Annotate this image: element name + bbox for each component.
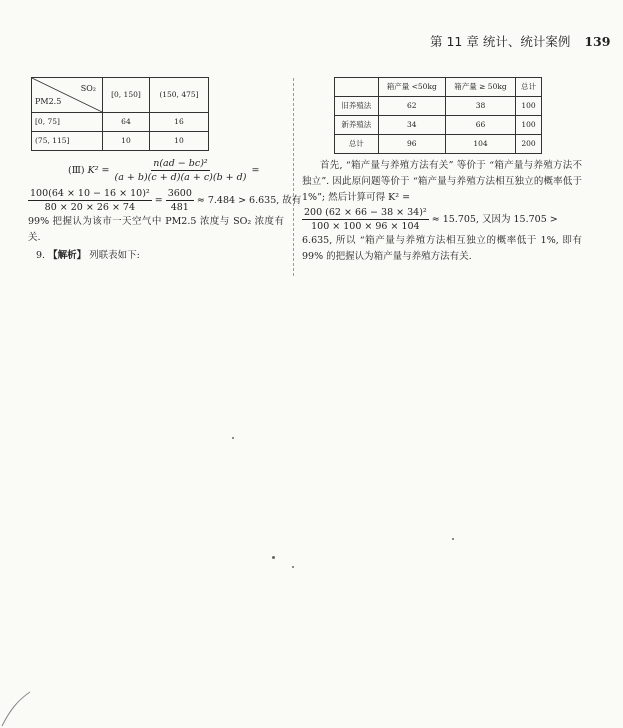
table-cell: 16 <box>149 113 208 132</box>
chapter-title: 统计、统计案例 <box>482 34 571 49</box>
table-cell: 200 <box>516 135 542 154</box>
table-cell: 104 <box>445 135 515 154</box>
scan-speck <box>232 437 234 439</box>
analysis-paragraph: 首先, “箱产量与养殖方法有关” 等价于 “箱产量与养殖方法不独立”. 因此原问题等价于 “箱产量与养殖方法相互独立的概率低于 1%”; 然后计算可得 K² = <box>302 160 582 203</box>
table-cell: 96 <box>378 135 445 154</box>
row-label: (75, 115] <box>32 132 103 151</box>
question-9-text: 列联表如下: <box>89 250 140 261</box>
col-header: (150, 475] <box>149 78 208 113</box>
column-divider <box>293 78 294 276</box>
col-header: 箱产量 ≥ 50kg <box>445 78 515 97</box>
pencil-scratch <box>0 670 40 728</box>
table-cell: 10 <box>103 132 150 151</box>
table-cell: 100 <box>516 97 542 116</box>
table-header-row <box>335 78 542 97</box>
table-row <box>335 116 542 135</box>
left-column <box>28 77 302 264</box>
simplified-denominator: 481 <box>170 202 189 213</box>
row-label: 新养殖法 <box>335 116 379 135</box>
scan-speck <box>292 566 294 568</box>
table-cell: 64 <box>103 113 150 132</box>
row-header-pm25: PM2.5 <box>35 97 62 106</box>
page-number: 139 <box>584 34 611 49</box>
equals-sign: = <box>154 194 163 206</box>
table-row <box>32 113 209 132</box>
calc-fraction <box>302 206 429 233</box>
question-9-intro <box>28 248 284 264</box>
col-header <box>335 78 379 97</box>
col-header: 总计 <box>516 78 542 97</box>
question-number: 9. <box>36 250 46 261</box>
k2-fraction <box>113 157 249 184</box>
table-cell: 10 <box>149 132 208 151</box>
col-header: 箱产量 <50kg <box>378 78 445 97</box>
col-header: [0, 150] <box>103 78 150 113</box>
conclusion-text: 99% 把握认为该市一天空气中 PM2.5 浓度与 SO₂ 浓度有关. <box>28 216 284 243</box>
pm25-so2-table <box>31 77 209 151</box>
table-cell: 66 <box>445 116 515 135</box>
equals-sign: = <box>251 164 260 176</box>
right-column <box>302 77 582 265</box>
calc-result: ≈ 7.484 > 6.635, 故有 <box>196 194 302 206</box>
page-header <box>430 32 610 50</box>
table-cell: 100 <box>516 116 542 135</box>
table-corner-cell <box>32 78 103 113</box>
table-cell: 34 <box>378 116 445 135</box>
table-cell: 38 <box>445 97 515 116</box>
yield-contingency-table <box>334 77 542 154</box>
calc-fraction <box>28 187 152 214</box>
table-row <box>335 135 542 154</box>
table-row <box>32 132 209 151</box>
row-label: 总计 <box>335 135 379 154</box>
scan-speck <box>272 556 275 559</box>
calc-numerator: 200 (62 × 66 − 38 × 34)² <box>304 207 427 218</box>
k2-lhs: K² = <box>87 164 110 176</box>
k2-formula <box>68 157 284 184</box>
simplified-fraction <box>166 187 194 214</box>
calc-denominator: 100 × 100 × 96 × 104 <box>311 221 420 232</box>
calc-denominator: 80 × 20 × 26 × 74 <box>44 202 136 213</box>
row-label: [0, 75] <box>32 113 103 132</box>
k2-calculation <box>28 187 302 214</box>
col-header-so2: SO₂ <box>80 84 96 93</box>
k2-denominator: (a + b)(c + d)(a + c)(b + d) <box>114 172 247 183</box>
conclusion-paragraph: 6.635, 所以 “箱产量与养殖方法相互独立的概率低于 1%, 即有 99% 的把握认为箱产量与养殖方法有关. <box>302 235 582 262</box>
chapter-label: 第 11 章 <box>430 34 479 49</box>
scan-speck <box>452 538 454 540</box>
k2-calculation-right <box>302 206 582 233</box>
table-cell: 62 <box>378 97 445 116</box>
row-label: 旧养殖法 <box>335 97 379 116</box>
k2-numerator: n(ad − bc)² <box>153 158 208 169</box>
analysis-tag: 【解析】 <box>48 250 87 261</box>
part-label: (Ⅲ) <box>68 164 85 176</box>
calc-result: ≈ 15.705, 又因为 15.705 > <box>431 213 558 225</box>
simplified-numerator: 3600 <box>167 188 192 199</box>
calc-numerator: 100(64 × 10 − 16 × 10)² <box>30 188 150 199</box>
table-row <box>335 97 542 116</box>
